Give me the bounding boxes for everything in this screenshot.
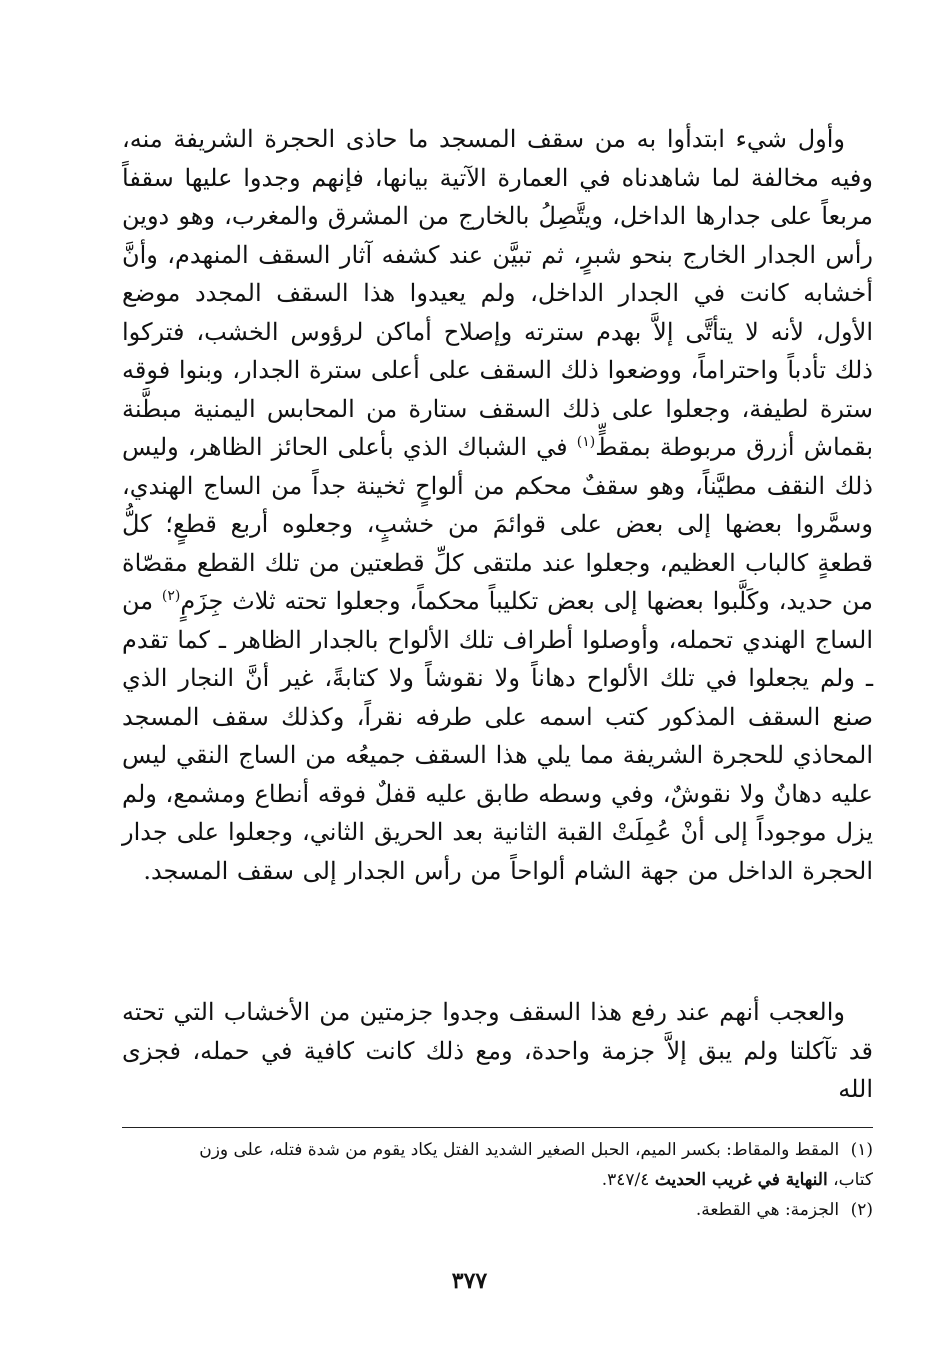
footnotes <box>122 1135 873 1225</box>
footnote-1-text: المقط والمقاط: بكسر الميم، الحبل الصغير الشديد الفتل يكاد يقوم من شدة فتله، على وزن <box>199 1140 840 1160</box>
footnote-2-text: الجزمة: هي القطعة. <box>695 1200 840 1220</box>
footnote-ref-1: (١) <box>576 434 596 450</box>
footnote-1-source-ref: ٣٤٧/٤. <box>601 1170 650 1190</box>
footnote-1 <box>122 1135 873 1195</box>
footnote-ref-2: (٢) <box>161 588 181 604</box>
main-paragraph-1 <box>122 120 873 890</box>
footnote-2-number: (٢) <box>850 1200 873 1220</box>
paragraph-1-part-1: وأول شيء ابتدأوا به من سقف المسجد ما حاذى الحجرة الشريفة منه، وفيه مخالفة لما شاهدناه في العمارة الآتية بيانها، فإنهم وجدوا عليها سقفاً مربعاً على جدارها الداخل، ويتَّصِلُ بالخارج من المشرق والمغرب، وهو دوين رأس الجدار الخارج بنحو شبرٍ، ثم تبيَّن عند كشفه آثار السقف المنهدم، وأنَّ أخشابه كانت في الجدار الداخل، ولم يعيدوا هذا السقف المجدد موضع الأول، لأنه لا يتأتَّى إلاَّ بهدم سترته وإصلاح أماكن لرؤوس الخشب، فتركوا ذلك تأدباً واحتراماً، ووضعوا ذلك السقف على أعلى سترة الجدار، وبنوا فوقه سترة لطيفة، وجعلوا على ذلك السقف ستارة من المحابس اليمنية مبطَّنة بقماش أزرق مربوطة بمقطٍّ <box>122 125 874 461</box>
footnote-1-continuation: كتاب، <box>833 1170 873 1190</box>
paragraph-2-text: والعجب أنهم عند رفع هذا السقف وجدوا جزمتين من الأخشاب التي تحته قد تآكلتا ولم يبق إلاَّ جزمة واحدة، ومع ذلك كانت كافية في حمله، فجزى الله <box>122 998 873 1103</box>
main-paragraph-2 <box>122 993 873 1109</box>
footnote-1-source-title: النهاية في غريب الحديث <box>654 1170 828 1190</box>
page-number: ٣٧٧ <box>451 1268 488 1294</box>
paragraph-1-part-3: من الساج الهندي تحمله، وأوصلوا أطراف تلك الألواح بالجدار الظاهر ـ كما تقدم ـ ولم يجعلوا في تلك الألواح دهاناً ولا نقوشاً ولا كتابةً، غير أنَّ النجار الذي صنع السقف المذكور كتب اسمه على طرفه نقراً، وكذلك سقف المسجد المحاذي للحجرة الشريفة مما يلي هذا السقف جميعُه من الساج النقي ليس عليه دهانٌ ولا نقوشٌ، وفي وسطه طابق عليه قفلٌ فوقه أنطاع ومشمع، ولم يزل موجوداً إلى أنْ عُمِلَتْ القبة الثانية بعد الحريق الثاني، وجعلوا على جدار الحجرة الداخل من جهة الشام ألواحاً من رأس الجدار إلى سقف المسجد. <box>122 587 873 885</box>
footnote-divider <box>122 1127 873 1128</box>
paragraph-1-part-2: في الشباك الذي بأعلى الحائز الظاهر، وليس ذلك النقف مطيَّناً، وهو سقفٌ محكم من ألواحٍ ثخينة جداً من الساج الهندي، وسمَّروا بعضها إلى بعض على قوائمَ من خشبٍ، وجعلوه أربع قطعٍ؛ كلُّ قطعةٍ كالباب العظيم، وجعلوا عند ملتقى كلِّ قطعتين من تلك القطع مقصّاة من حديد، وكَلَّبوا بعضها إلى بعض تكليباً محكماً، وجعلوا تحته ثلاث جِزَمٍ <box>122 433 873 615</box>
footnote-1-number: (١) <box>850 1140 873 1160</box>
footnote-2 <box>122 1195 873 1225</box>
